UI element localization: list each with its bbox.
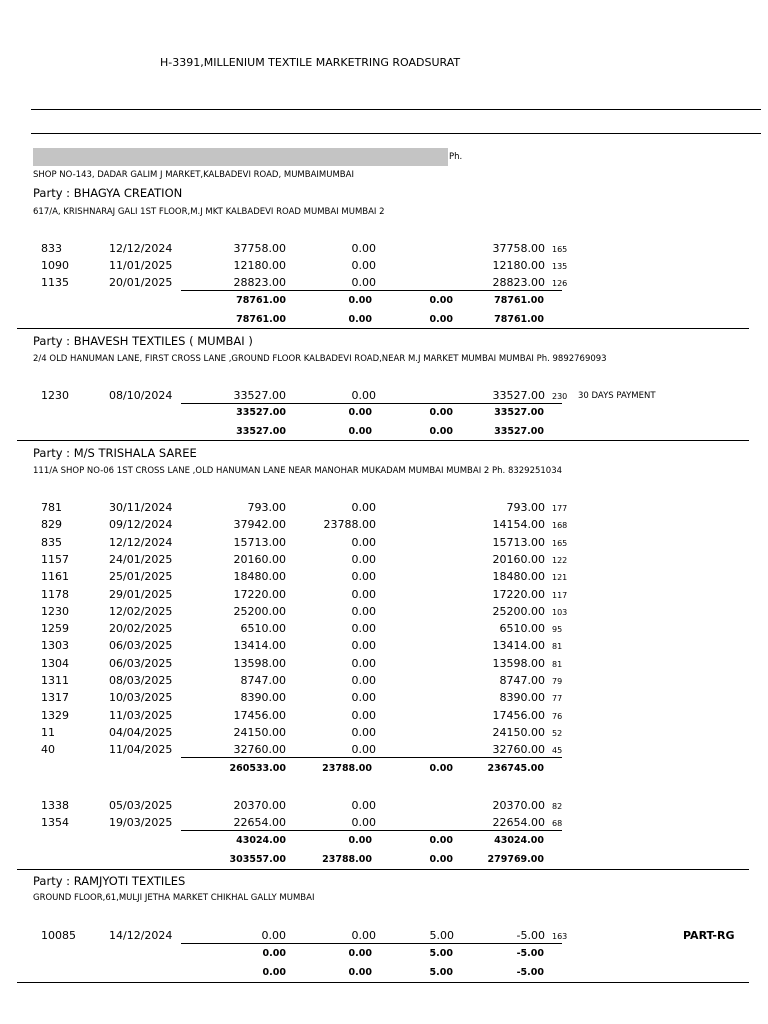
bill-no: 1304: [41, 656, 69, 670]
paid-amount: 0.00: [351, 743, 376, 757]
days-count: 81: [552, 642, 563, 652]
paid-amount: 0.00: [351, 656, 376, 670]
bill-no: 10085: [41, 929, 76, 942]
paid-amount: 0.00: [351, 639, 376, 653]
bill-date: 10/03/2025: [109, 691, 173, 705]
party-address: 617/A, KRISHNARAJ GALI 1ST FLOOR,M.J MKT KALBADEVI ROAD MUMBAI MUMBAI 2: [33, 207, 385, 217]
total-paid: 0.00: [348, 314, 372, 325]
days-count: 117: [552, 590, 568, 600]
party-address: 2/4 OLD HANUMAN LANE, FIRST CROSS LANE ,GROUND FLOOR KALBADEVI ROAD,NEAR M.J MARKET MUMBAI MUMBAI Ph. 9892769093: [33, 354, 607, 364]
days-count: 121: [552, 573, 568, 583]
bill-date: 20/02/2025: [109, 622, 173, 636]
total-paid: 23788.00: [322, 854, 372, 865]
days-count: 81: [552, 659, 563, 669]
total-amount: 0.00: [262, 967, 286, 978]
balance-amount: 37758.00: [492, 242, 545, 255]
paid-amount: 0.00: [351, 604, 376, 618]
total-balance: 78761.00: [494, 314, 544, 325]
bill-amount: 12180.00: [233, 259, 286, 272]
bill-no: 11: [41, 725, 55, 739]
days-count: 168: [552, 521, 568, 531]
subtotal-balance: 43024.00: [494, 835, 544, 846]
paid-amount: 23788.00: [323, 518, 376, 532]
bill-no: 1135: [41, 276, 69, 289]
bill-amount: 17456.00: [233, 708, 286, 722]
balance-amount: 15713.00: [492, 535, 545, 549]
balance-amount: 28823.00: [492, 276, 545, 289]
subtotal-balance: 236745.00: [487, 763, 544, 774]
total-other: 5.00: [429, 967, 453, 978]
bill-amount: 37758.00: [233, 242, 286, 255]
subtotal-other: 0.00: [429, 407, 453, 418]
bill-no: 40: [41, 743, 55, 757]
bill-no: 1303: [41, 639, 69, 653]
paid-amount: 0.00: [351, 929, 376, 942]
total-paid: 0.00: [348, 967, 372, 978]
paid-amount: 0.00: [351, 708, 376, 722]
total-balance: 33527.00: [494, 426, 544, 437]
total-amount: 78761.00: [236, 314, 286, 325]
paid-amount: 0.00: [351, 622, 376, 636]
days-count: 77: [552, 694, 563, 704]
total-amount: 303557.00: [229, 854, 286, 865]
bill-amount: 18480.00: [233, 570, 286, 584]
bill-date: 19/03/2025: [109, 816, 173, 830]
balance-amount: 793.00: [506, 501, 545, 514]
header-rule-top: [31, 109, 761, 110]
bill-amount: 20160.00: [233, 552, 286, 566]
days-count: 52: [552, 728, 563, 738]
balance-amount: 22654.00: [492, 816, 545, 830]
paid-amount: 0.00: [351, 389, 376, 402]
bill-date: 12/12/2024: [109, 535, 173, 549]
balance-amount: 8747.00: [499, 674, 545, 687]
bill-amount: 25200.00: [233, 604, 286, 618]
bill-no: 835: [41, 535, 62, 549]
days-count: 76: [552, 711, 563, 721]
payment-note: 30 DAYS PAYMENT: [578, 391, 656, 401]
days-count: 165: [552, 245, 568, 254]
days-count: 95: [552, 625, 563, 635]
bill-date: 25/01/2025: [109, 570, 173, 584]
party-address: GROUND FLOOR,61,MULJI JETHA MARKET CHIKHAL GALLY MUMBAI: [33, 893, 315, 903]
paid-amount: 0.00: [351, 501, 376, 514]
bill-date: 06/03/2025: [109, 639, 173, 653]
subtotal-other: 0.00: [429, 295, 453, 306]
phone-label: Ph.: [449, 152, 463, 162]
balance-amount: 33527.00: [492, 389, 545, 402]
bill-date: 29/01/2025: [109, 587, 173, 601]
days-count: 68: [552, 819, 563, 829]
bill-no: 1311: [41, 674, 69, 687]
bill-date: 04/04/2025: [109, 725, 173, 739]
party-divider: [17, 328, 749, 329]
subtotal-other: 0.00: [429, 835, 453, 846]
total-other: 0.00: [429, 314, 453, 325]
balance-amount: 25200.00: [492, 604, 545, 618]
days-count: 82: [552, 802, 563, 811]
subtotal-paid: 0.00: [348, 948, 372, 959]
bill-no: 1230: [41, 604, 69, 618]
balance-amount: 18480.00: [492, 570, 545, 584]
remark-note: PART-RG: [683, 929, 735, 942]
subtotal-amount: 78761.00: [236, 295, 286, 306]
bill-date: 30/11/2024: [109, 501, 173, 514]
bill-amount: 22654.00: [233, 816, 286, 830]
days-count: 135: [552, 262, 568, 271]
bill-date: 11/03/2025: [109, 708, 173, 722]
bill-date: 06/03/2025: [109, 656, 173, 670]
balance-amount: 13598.00: [492, 656, 545, 670]
paid-amount: 0.00: [351, 552, 376, 566]
bill-no: 833: [41, 242, 62, 255]
subtotal-amount: 260533.00: [229, 763, 286, 774]
party-divider: [17, 982, 749, 983]
balance-amount: 12180.00: [492, 259, 545, 272]
bill-amount: 15713.00: [233, 535, 286, 549]
party-name: Party : BHAGYA CREATION: [33, 186, 183, 200]
bill-date: 08/03/2025: [109, 674, 173, 687]
balance-amount: 8390.00: [499, 691, 545, 705]
total-balance: 279769.00: [487, 854, 544, 865]
bill-amount: 793.00: [247, 501, 286, 514]
party-divider: [17, 440, 749, 441]
bill-no: 1157: [41, 552, 69, 566]
bill-date: 09/12/2024: [109, 518, 173, 532]
bill-date: 12/02/2025: [109, 604, 173, 618]
days-count: 177: [552, 504, 568, 513]
subtotal-rule: [181, 403, 562, 404]
party-divider: [17, 869, 749, 870]
bill-no: 1354: [41, 816, 69, 830]
subtotal-paid: 0.00: [348, 295, 372, 306]
subtotal-other: 5.00: [429, 948, 453, 959]
bill-no: 1329: [41, 708, 69, 722]
subtotal-rule: [181, 290, 562, 291]
shop-address: SHOP NO-143, DADAR GALIM J MARKET,KALBADEVI ROAD, MUMBAIMUMBAI: [33, 170, 354, 180]
subtotal-paid: 0.00: [348, 407, 372, 418]
total-other: 0.00: [429, 854, 453, 865]
paid-amount: 0.00: [351, 725, 376, 739]
balance-amount: 20160.00: [492, 552, 545, 566]
bill-amount: 28823.00: [233, 276, 286, 289]
days-count: 230: [552, 392, 568, 401]
bill-date: 24/01/2025: [109, 552, 173, 566]
bill-amount: 32760.00: [233, 743, 286, 757]
balance-amount: 17456.00: [492, 708, 545, 722]
balance-amount: -5.00: [516, 929, 545, 942]
bill-amount: 13414.00: [233, 639, 286, 653]
days-count: 126: [552, 279, 568, 288]
days-count: 122: [552, 555, 568, 565]
bill-amount: 8390.00: [240, 691, 286, 705]
bill-no: 1259: [41, 622, 69, 636]
days-count: 45: [552, 746, 563, 756]
paid-amount: 0.00: [351, 259, 376, 272]
bill-no: 1090: [41, 259, 69, 272]
bill-date: 14/12/2024: [109, 929, 173, 942]
bill-no: 829: [41, 518, 62, 532]
paid-amount: 0.00: [351, 535, 376, 549]
paid-amount: 0.00: [351, 587, 376, 601]
subtotal-rule: [181, 757, 562, 758]
days-count: 79: [552, 677, 563, 686]
bill-date: 20/01/2025: [109, 276, 173, 289]
bill-amount: 13598.00: [233, 656, 286, 670]
days-count: 103: [552, 607, 568, 617]
total-balance: -5.00: [516, 967, 544, 978]
subtotal-rule: [181, 943, 562, 944]
paid-amount: 0.00: [351, 674, 376, 687]
balance-amount: 6510.00: [499, 622, 545, 636]
paid-amount: 0.00: [351, 276, 376, 289]
redacted-name-bar: [33, 148, 448, 166]
subtotal-balance: -5.00: [516, 948, 544, 959]
subtotal-amount: 0.00: [262, 948, 286, 959]
bill-amount: 17220.00: [233, 587, 286, 601]
party-name: Party : RAMJYOTI TEXTILES: [33, 874, 186, 888]
bill-amount: 8747.00: [240, 674, 286, 687]
bill-amount: 0.00: [261, 929, 286, 942]
paid-amount: 0.00: [351, 242, 376, 255]
subtotal-balance: 78761.00: [494, 295, 544, 306]
total-paid: 0.00: [348, 426, 372, 437]
bill-no: 1338: [41, 799, 69, 812]
paid-amount: 0.00: [351, 799, 376, 812]
subtotal-paid: 0.00: [348, 835, 372, 846]
bill-amount: 24150.00: [233, 725, 286, 739]
bill-date: 08/10/2024: [109, 389, 173, 402]
total-other: 0.00: [429, 426, 453, 437]
paid-amount: 0.00: [351, 691, 376, 705]
days-count: 165: [552, 538, 568, 548]
bill-no: 781: [41, 501, 62, 514]
bill-date: 05/03/2025: [109, 799, 173, 812]
balance-amount: 13414.00: [492, 639, 545, 653]
balance-amount: 14154.00: [492, 518, 545, 532]
days-count: 163: [552, 932, 568, 941]
balance-amount: 17220.00: [492, 587, 545, 601]
total-amount: 33527.00: [236, 426, 286, 437]
party-name: Party : M/S TRISHALA SAREE: [33, 446, 197, 460]
subtotal-rule: [181, 830, 562, 831]
balance-amount: 24150.00: [492, 725, 545, 739]
paid-amount: 0.00: [351, 570, 376, 584]
subtotal-balance: 33527.00: [494, 407, 544, 418]
bill-amount: 33527.00: [233, 389, 286, 402]
bill-no: 1230: [41, 389, 69, 402]
balance-amount: 20370.00: [492, 799, 545, 812]
subtotal-paid: 23788.00: [322, 763, 372, 774]
bill-amount: 20370.00: [233, 799, 286, 812]
bill-no: 1161: [41, 570, 69, 584]
company-address: H-3391,MILLENIUM TEXTILE MARKETRING ROADSURAT: [160, 56, 461, 69]
party-name: Party : BHAVESH TEXTILES ( MUMBAI ): [33, 334, 253, 348]
balance-amount: 32760.00: [492, 743, 545, 757]
bill-amount: 6510.00: [240, 622, 286, 636]
subtotal-amount: 43024.00: [236, 835, 286, 846]
bill-no: 1178: [41, 587, 69, 601]
bill-amount: 37942.00: [233, 518, 286, 532]
bill-date: 12/12/2024: [109, 242, 173, 255]
other-amount: 5.00: [429, 929, 454, 942]
subtotal-other: 0.00: [429, 763, 453, 774]
bill-date: 11/04/2025: [109, 743, 173, 757]
header-rule-bottom: [31, 133, 761, 134]
subtotal-amount: 33527.00: [236, 407, 286, 418]
bill-date: 11/01/2025: [109, 259, 173, 272]
paid-amount: 0.00: [351, 816, 376, 830]
party-address: 111/A SHOP NO-06 1ST CROSS LANE ,OLD HANUMAN LANE NEAR MANOHAR MUKADAM MUMBAI MUMBAI 2 Ph. 8329251034: [33, 466, 563, 476]
bill-no: 1317: [41, 691, 69, 705]
